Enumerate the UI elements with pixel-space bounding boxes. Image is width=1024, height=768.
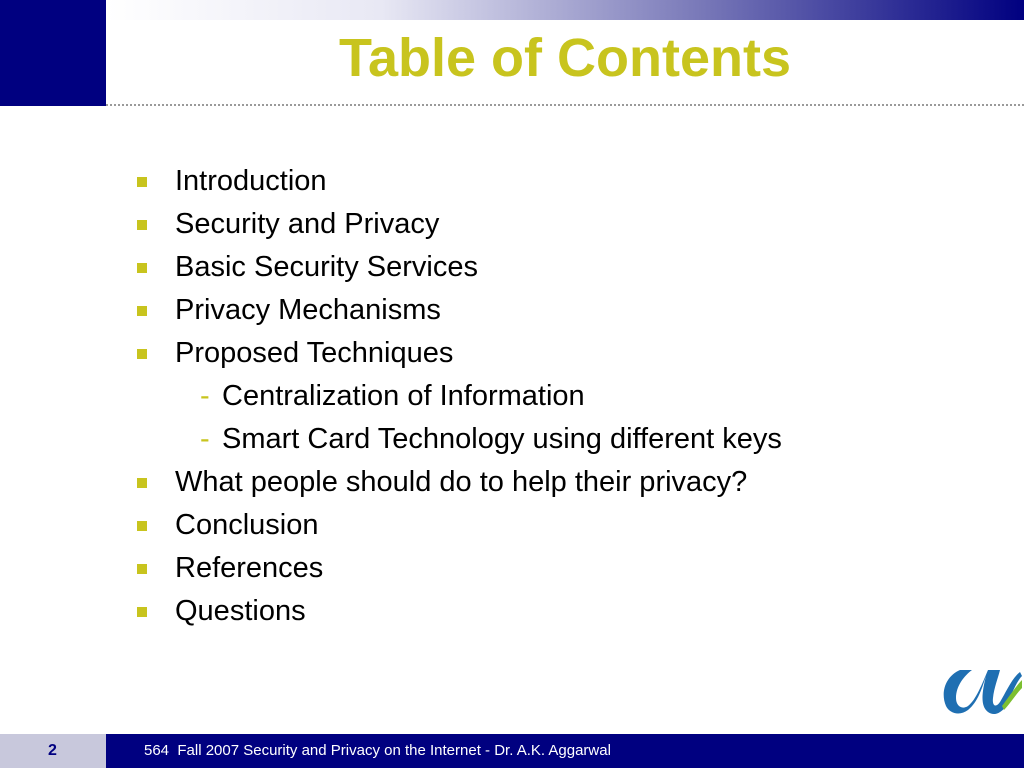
square-bullet-icon [137, 478, 147, 488]
logo-blue-stroke [944, 670, 1022, 714]
header-corner-block [0, 0, 106, 106]
toc-subitem-label: Smart Card Technology using different keys [222, 423, 782, 455]
toc-subitem-smart-card [0, 418, 1000, 461]
footer-course-text: 564 Fall 2007 Security and Privacy on the Internet - Dr. A.K. Aggarwal [144, 742, 611, 759]
title-divider [106, 104, 1024, 106]
toc-item-label: Questions [175, 595, 306, 627]
toc-item-label: What people should do to help their privacy? [175, 466, 748, 498]
square-bullet-icon [137, 306, 147, 316]
square-bullet-icon [137, 349, 147, 359]
square-bullet-icon [137, 521, 147, 531]
toc-item-basic-security-services [0, 246, 1000, 289]
footer-bar [106, 734, 1024, 768]
slide-page-number: 2 [48, 742, 57, 759]
toc-item-introduction [0, 160, 1000, 203]
dash-marker: - [200, 380, 210, 412]
toc-subitem-centralization [0, 375, 1000, 418]
square-bullet-icon [137, 263, 147, 273]
toc-item-label: Proposed Techniques [175, 337, 454, 369]
toc-item-questions [0, 590, 1000, 633]
square-bullet-icon [137, 564, 147, 574]
square-bullet-icon [137, 220, 147, 230]
toc-item-label: References [175, 552, 324, 584]
square-bullet-icon [137, 607, 147, 617]
table-of-contents-list [0, 160, 1024, 640]
toc-item-label: Basic Security Services [175, 251, 478, 283]
toc-item-label: Conclusion [175, 509, 319, 541]
toc-item-privacy-mechanisms [0, 289, 1000, 332]
square-bullet-icon [137, 177, 147, 187]
header-gradient-band [106, 0, 1024, 20]
toc-subitem-label: Centralization of Information [222, 380, 585, 412]
dash-marker: - [200, 423, 210, 455]
toc-item-label: Introduction [175, 165, 327, 197]
toc-item-proposed-techniques [0, 332, 1000, 375]
slide-title: Table of Contents [339, 28, 791, 88]
toc-item-security-and-privacy [0, 203, 1000, 246]
toc-item-references [0, 547, 1000, 590]
toc-item-label: Privacy Mechanisms [175, 294, 441, 326]
toc-item-what-people-should-do [0, 461, 1000, 504]
toc-item-label: Security and Privacy [175, 208, 440, 240]
toc-item-conclusion [0, 504, 1000, 547]
university-logo [938, 662, 1022, 720]
footer-page-cell [0, 734, 106, 768]
